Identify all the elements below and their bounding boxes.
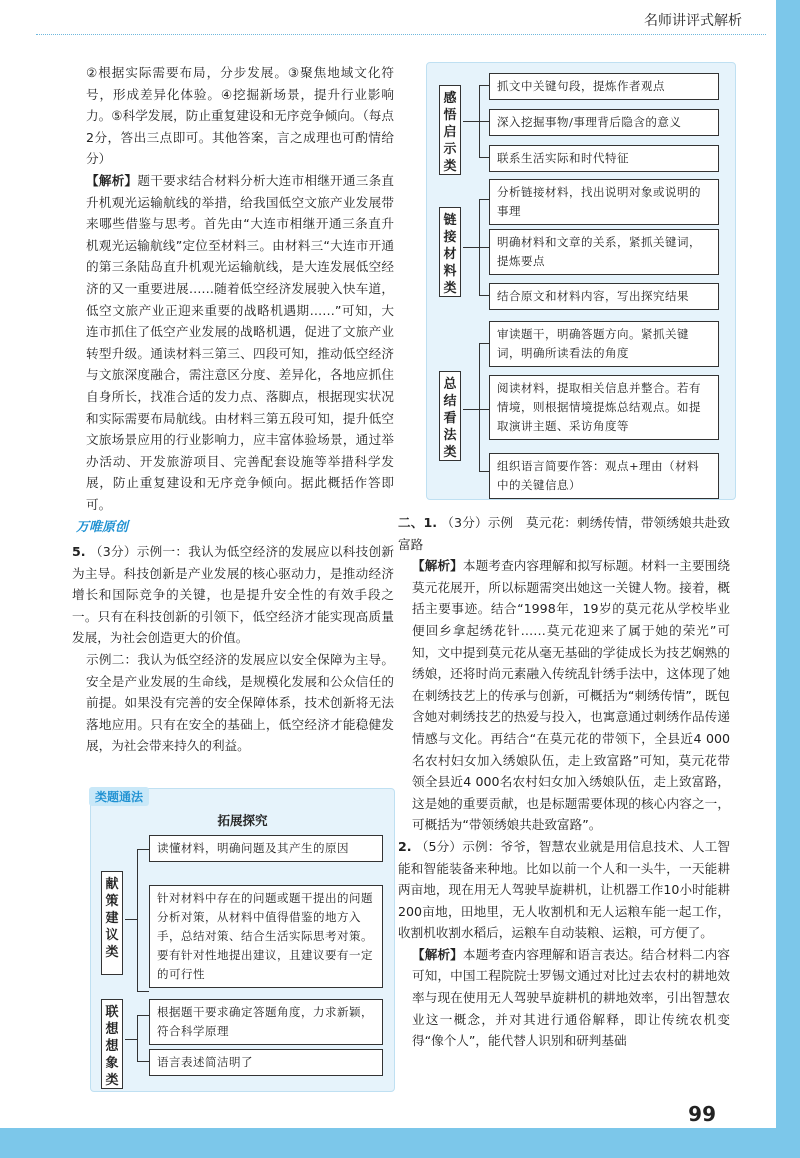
q2-answer: （5分）示例：爷爷，智慧农业就是用信息技术、人工智能和智能装备来种地。比如以前一个人和一头牛，一天能耕两亩地，现在用无人驾驶旱旋耕机，让机器工作10小时能耕200亩地，田地里，无人收割机和无人运粮车能一起工作，收割机收割水稻后，运粮车自动装粮、运粮，可方便了。 bbox=[398, 838, 730, 941]
method-item: 根据题干要求确定答题角度，力求新颖，符合科学原理 bbox=[149, 999, 383, 1045]
method-item: 明确材料和文章的关系，紧抓关键词，提炼要点 bbox=[489, 229, 719, 275]
question-2-1 bbox=[398, 512, 730, 555]
method-item: 审读题干，明确答题方向。紧抓关键词，明确所读看法的角度 bbox=[489, 321, 719, 367]
question-5 bbox=[72, 541, 394, 649]
category-material: 链接材料类 bbox=[439, 207, 461, 297]
connector bbox=[463, 121, 479, 122]
analysis-tag: 【解析】 bbox=[86, 172, 138, 188]
page-edge-band bbox=[776, 0, 800, 1158]
connector bbox=[125, 1039, 137, 1040]
section-number: 二、 bbox=[398, 515, 424, 530]
page-bottom-band bbox=[0, 1128, 800, 1158]
brand-logo: 万唯原创 bbox=[76, 520, 129, 536]
method-item: 针对材料中存在的问题或题干提出的问题分析对策，从材料中值得借鉴的地方入手，总结对策、结合生活实际思考对策。要有针对性地提出建议，且建议要有一定的可行性 bbox=[149, 885, 383, 988]
connector bbox=[137, 849, 149, 850]
method-item: 分析链接材料，找出说明对象或说明的事理 bbox=[489, 179, 719, 225]
running-header: 名师讲评式解析 bbox=[644, 13, 742, 29]
analysis-paragraph bbox=[86, 170, 394, 516]
connector bbox=[479, 157, 489, 158]
connector bbox=[479, 295, 489, 296]
analysis-text: 题干要求结合材料分析大连市相继开通三条直升机观光运输航线的举措，给我国低空文旅产业发展带来哪些借鉴与思考。首先由“大连市相继开通三条直升机观光运输航线”定位至材料三。由材料三“大连市开通的第三条陆岛直升机观光运输航线，是大连发展低空经济的又一重要进展……随着低空经济发展驶入快车道，低空文旅产业正迎来重要的战略机遇期……”可知，大连市抓住了低空产业发展的战略机遇，促进了文旅产业转型升级。通读材料三第三、四段可知，推动低空经济与文旅深度融合，需注意区分度、差异化，各地应抓住自身所长，找准合适的发力点、落脚点，根据现实状况和实际需要布局航线。由材料三第五段可知，提升低空文旅场景应用的行业影响力，应丰富体验场景，通过举办活动、开发旅游项目、完善配套设施等举措科学发展，防止重复建设和无序竞争倾向。据此概括作答即可。 bbox=[86, 172, 394, 512]
right-column bbox=[398, 512, 731, 1052]
category-opinion: 总结看法类 bbox=[439, 371, 461, 461]
q5-example-2: 示例二：我认为低空经济的发展应以安全保障为主导。安全是产业发展的生命线，是规模化发展和公众信任的前提。如果没有完善的安全保障体系，技术创新将无法落地应用。只有在安全的基础上，低空经济才能稳健发展，为社会带来持久的利益。 bbox=[86, 652, 394, 754]
method-item: 读懂材料，明确问题及其产生的原因 bbox=[149, 835, 383, 862]
analysis-paragraph-1 bbox=[412, 555, 730, 836]
connector bbox=[463, 409, 479, 410]
method-item: 深入挖掘事物/事理背后隐含的意义 bbox=[489, 109, 719, 136]
analysis-text: 本题考查内容理解和语言表达。结合材料二内容可知，中国工程院院士罗锡文通过对比过去农村的耕地效率与现在使用无人驾驶旱旋耕机的耕地效率，引出智慧农业这一概念，并对其进行通俗解释，即让传统农机变得“像个人”，能代替人识别和研判基础 bbox=[412, 946, 731, 1049]
method-item: 阅读材料，提取相关信息并整合。若有情境，则根据情境提炼总结观点。如提取演讲主题、采访角度等 bbox=[489, 375, 719, 440]
answer-continuation: ②根据实际需要布局，分步发展。③聚焦地域文化符号，形成差异化体验。④挖掘新场景，提升行业影响力。⑤科学发展，防止重复建设和无序竞争倾向。（每点2分，答出三点即可。其他答案，言之成理也可酌情给分） bbox=[86, 65, 394, 167]
analysis-tag: 【解析】 bbox=[412, 946, 463, 962]
connector bbox=[479, 121, 489, 122]
q5-example-1: （3分）示例一：我认为低空经济的发展应以科技创新为主导。科技创新是产业发展的核心驱动力，是推动经济增长和国际竞争的关键，也是提升安全性的有效手段之一。只有在科技创新的引领下，低空经济才能实现高质量发展，为社会创造更大的价值。 bbox=[72, 544, 394, 646]
method-label: 类题通法 bbox=[89, 787, 149, 806]
connector bbox=[137, 1015, 138, 1061]
connector bbox=[479, 409, 489, 410]
connector bbox=[137, 1015, 149, 1016]
category-imagination: 联想想象类 bbox=[101, 999, 123, 1089]
connector bbox=[479, 471, 489, 472]
connector bbox=[137, 849, 138, 991]
method-title: 拓展探究 bbox=[217, 813, 268, 828]
analysis-text: 本题考查内容理解和拟写标题。材料一主要围绕莫元花展开，所以标题需突出她这一关键人物。接着，概括主要事迹。结合“1998年，19岁的莫元花从学校毕业便回乡拿起绣花针……莫元花迎来了属于她的荣光”可知，文中提到莫元花从毫无基础的学徒成长为技艺娴熟的绣娘，还将时尚元素融入传统乱针绣手法中，这体现了她在刺绣技艺上的传承与创新，可概括为“刺绣传情”，既包含她对刺绣技艺的热爱与投入，也寓意通过刺绣作品传递情感与文化。再结合“在莫元花的带领下，全县近4 000名农村妇女加入绣娘队伍，走上致富路”可知，莫元花带领全县近4 000名农村妇女加入绣娘队伍，走上致富路，这是她的重要贡献，也是标题需要体现的核心内容之一，可概括为“带领绣娘共赴致富路”。 bbox=[412, 558, 731, 833]
q1-number: 1. bbox=[423, 515, 438, 530]
connector bbox=[479, 199, 489, 200]
connector bbox=[137, 991, 149, 992]
header-divider bbox=[36, 34, 766, 35]
left-column bbox=[72, 62, 394, 757]
q5-number: 5. bbox=[72, 544, 86, 560]
method-item: 联系生活实际和时代特征 bbox=[489, 145, 719, 172]
page-number: 99 bbox=[688, 1102, 716, 1126]
analysis-tag: 【解析】 bbox=[412, 558, 463, 574]
connector bbox=[125, 919, 137, 920]
q2-number: 2. bbox=[398, 838, 412, 854]
method-item: 结合原文和材料内容，写出探究结果 bbox=[489, 283, 719, 310]
connector bbox=[137, 1061, 149, 1062]
method-item: 语言表述简洁明了 bbox=[149, 1049, 383, 1076]
connector bbox=[479, 247, 489, 248]
connector bbox=[479, 343, 480, 471]
method-item: 组织语言简要作答：观点+理由（材料中的关键信息） bbox=[489, 453, 719, 499]
connector bbox=[463, 247, 479, 248]
question-2-2 bbox=[398, 836, 730, 944]
category-suggestion: 献策建议类 bbox=[101, 871, 123, 975]
method-box-left bbox=[90, 788, 395, 1092]
analysis-paragraph-2 bbox=[412, 944, 730, 1052]
method-box-right bbox=[426, 62, 736, 500]
connector bbox=[479, 343, 489, 344]
category-insight: 感悟启示类 bbox=[439, 85, 461, 175]
q1-answer: （3分）示例 莫元花：刺绣传情，带领绣娘共赴致富路 bbox=[398, 515, 730, 552]
method-item: 抓文中关键句段，提炼作者观点 bbox=[489, 73, 719, 100]
connector bbox=[479, 85, 489, 86]
